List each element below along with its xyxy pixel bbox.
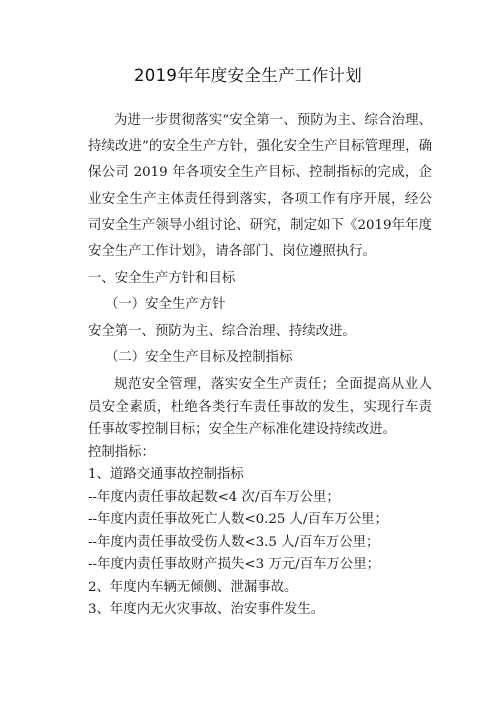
- targets-paragraph: 规范安全管理，落实安全生产责任；全面提高从业人员安全素质，杜绝各类行车责任事故的发生，实现行车责任事故零控制目标；安全生产标准化建设持续改进。: [88, 377, 432, 438]
- document-body: [88, 108, 432, 622]
- list-item: 2、年度内车辆无倾侧、泄漏事故。: [88, 579, 298, 595]
- policy-text: [88, 319, 432, 345]
- document-title: 2019年年度安全生产工作计划: [134, 66, 362, 85]
- list-item: 3、年度内无火灾事故、治安事件发生。: [88, 602, 325, 618]
- list-item: --年度内责任事故受伤人数<3.5 人/百车万公里；: [88, 534, 380, 550]
- intro-paragraph: 为进一步贯彻落实“安全第一、预防为主、综合治理、持续改进”的安全生产方针，强化安全生产目标管理理，确保公司 2019 年各项安全生产目标、控制指标的完成，企业安全生产主体责任得到落实，各项工作有序开展，经公司安全生产领导小组讨论、研究，制定如下《2019年年度安全生产工作计划》，请各部门、岗位遵照执行。: [88, 113, 432, 260]
- subsection-heading-targets: （二）安全生产目标及控制指标: [105, 349, 293, 365]
- list-item: --年度内责任事故财产损失<3 万元/百车万公里；: [88, 557, 380, 573]
- subsection-heading-policy: （一）安全生产方针: [105, 297, 226, 313]
- list-item: --年度内责任事故死亡人数<0.25 人/百车万公里；: [88, 512, 388, 528]
- list-item: --年度内责任事故起数<4 次/百车万公里；: [88, 489, 340, 505]
- control-label: 控制指标：: [88, 444, 155, 460]
- section-heading: 一、安全生产方针和目标: [88, 271, 236, 287]
- policy-text-content: 安全第一、预防为主、综合治理、持续改进。: [88, 323, 356, 339]
- list-item: 1、道路交通事故控制指标: [88, 467, 244, 483]
